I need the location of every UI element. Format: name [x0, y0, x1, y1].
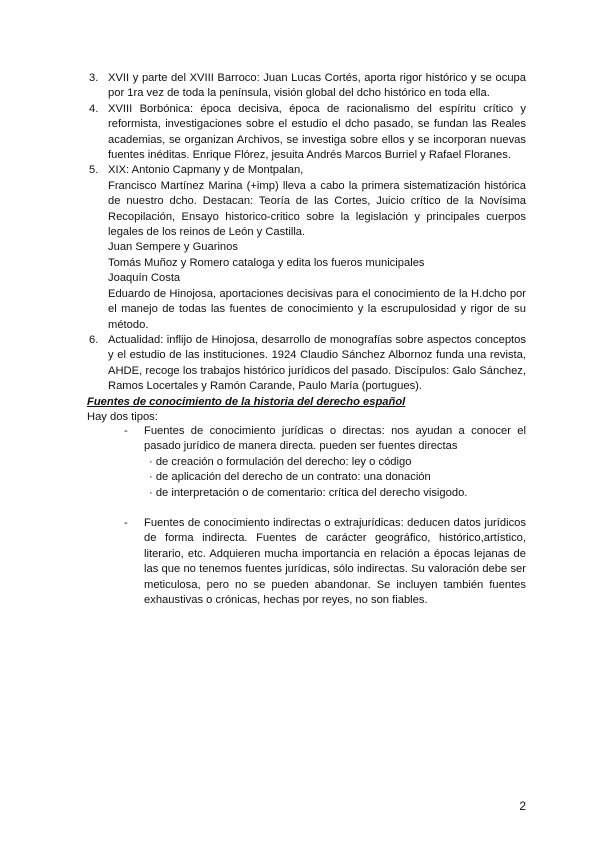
intro-text: Hay dos tipos: — [87, 411, 158, 423]
list-item-text: Fuentes de conocimiento jurídicas o directas: nos ayudan a conocer el pasado jurídico de manera directa. pueden ser fuentes directas — [144, 425, 526, 453]
item-text: XVII y parte del XVIII Barroco: Juan Lucas Cortés, aporta rigor histórico y se ocupa por 1ra vez de toda la península, visión global del dcho histórico en toda ella. — [108, 72, 526, 100]
item-text-line: XIX: Antonio Capmany y de Montpalan, — [108, 164, 304, 177]
numbered-list-item — [89, 71, 526, 102]
item-text-line: Eduardo de Hinojosa, aportaciones decisivas para el conocimiento de la H.dcho por el manejo de todas las fuentes de conocimiento y la escrupulosidad y rigor de su método. — [108, 287, 526, 331]
historical-periods-list — [89, 71, 526, 395]
item-number: 6. — [89, 333, 99, 346]
numbered-list-item — [89, 333, 526, 395]
list-item — [124, 424, 526, 501]
list-item — [124, 516, 526, 608]
item-number: 4. — [89, 102, 99, 115]
numbered-list-item — [89, 163, 526, 332]
dash-bullet: - — [124, 517, 128, 530]
item-text-line: Francisco Martínez Marina (+imp) lleva a cabo la primera sistematización histórica de nuestro dcho. Destacan: Teoría de las Cortes, Juicio crítico de la Novísima Recopilación, Ensayo historico-critico sobre la legislación y principales cuerpos legales de los reinos de León y Castilla. — [108, 179, 526, 239]
item-text: XVIII Borbónica: época decisiva, época de racionalismo del espíritu crítico y reformista, investigaciones sobre el estudio el dcho pasado, se fundan las Reales academias, se organizan Archivos, se investiga sobre ellos y se incorporan nuevas fuentes inéditas. Enrique Flórez, jesuita Andrés Marcos Burriel y Rafael Floranes. — [108, 102, 526, 162]
subitem-text: · de creación o formulación del derecho: ley o código — [149, 455, 412, 468]
dash-bullet: - — [124, 425, 128, 437]
item-text-line: Juan Sempere y Guarinos — [108, 241, 238, 254]
item-text-line: Tomás Muñoz y Romero cataloga y edita los fueros municipales — [108, 256, 425, 269]
subitem-text: · de aplicación del derecho de un contrato: una donación — [149, 471, 431, 484]
item-number: 3. — [89, 72, 99, 84]
page-number: 2 — [519, 799, 526, 813]
list-item-text: Fuentes de conocimiento indirectas o extrajurídicas: deducen datos jurídicos de forma indirecta. Fuentes de carácter geográfico, histórico,artístico, literario, etc. Adquieren mucha importancia en relación a épocas lejanas de las que no tenemos fuentes jurídicas, sólo indirectas. Su valoración debe ser meticulosa, pero no se pueden abandonar. Se incluyen también fuentes exhaustivas o crónicas, hechas por reyes, no son fiables. — [144, 517, 526, 607]
source-types-list — [124, 424, 526, 608]
item-text-line: Joaquín Costa — [108, 272, 181, 285]
section-heading: Fuentes de conocimiento de la historia del derecho español — [87, 396, 406, 408]
numbered-list-item — [89, 102, 526, 164]
item-number: 5. — [89, 164, 99, 177]
item-text: Actualidad: inflijo de Hinojosa, desarrollo de monografías sobre aspectos conceptos y el estudio de las instituciones. 1924 Claudio Sánchez Albornoz funda una revista, AHDE, recoge los trabajos histórico jurídicos del pasado. Discípulos: Galo Sánchez, Ramos Locertales y Ramón Carande, Paulo María (portugues). — [108, 333, 526, 393]
subitem-text: · de interpretación o de comentario: crítica del derecho visigodo. — [149, 486, 468, 499]
